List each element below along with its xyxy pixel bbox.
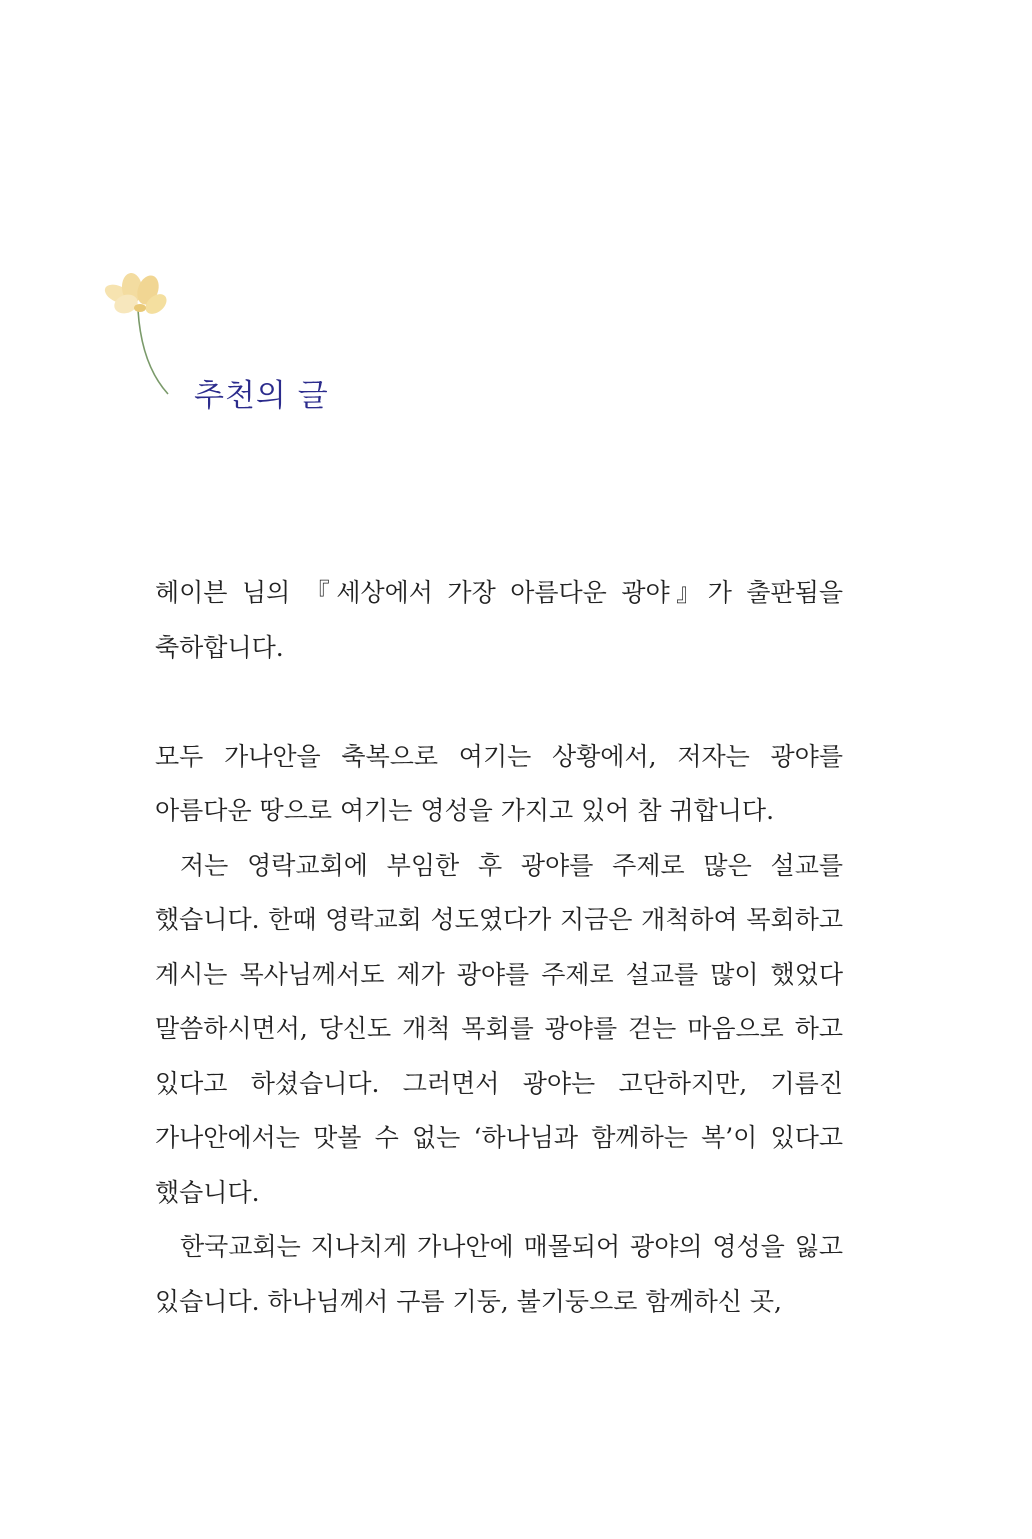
flower-icon — [96, 272, 186, 402]
paragraph-canaan: 모두 가나안을 축복으로 여기는 상황에서, 저자는 광야를 아름다운 땅으로 여기는 영성을 가지고 있어 참 귀합니다. — [155, 741, 843, 825]
paragraph-congratulation: 헤이븐 님의 『세상에서 가장 아름다운 광야』가 출판됨을 축하합니다. — [155, 578, 843, 662]
paragraph-sermon: 저는 영락교회에 부임한 후 광야를 주제로 많은 설교를 했습니다. 한때 영락교회 성도였다가 지금은 개척하여 목회하고 계시는 목사님께서도 제가 광야를 주제로 설교를 많이 했었다 말씀하시면서, 당신도 개척 목회를 광야를 걷는 마음으로 하고 있다고 하셨습니다. 그러면서 광야는 고단하지만, 기름진 가나안에서는 맛볼 수 없는 ‘하나님과 함께하는 복’이 있다고 했습니다. — [155, 850, 843, 1207]
section-title: 추천의 글 — [194, 378, 329, 414]
body-text — [155, 566, 843, 1329]
paragraph-korean-church: 한국교회는 지나치게 가나안에 매몰되어 광야의 영성을 잃고 있습니다. 하나님께서 구름 기둥, 불기둥으로 함께하신 곳, — [155, 1232, 843, 1316]
